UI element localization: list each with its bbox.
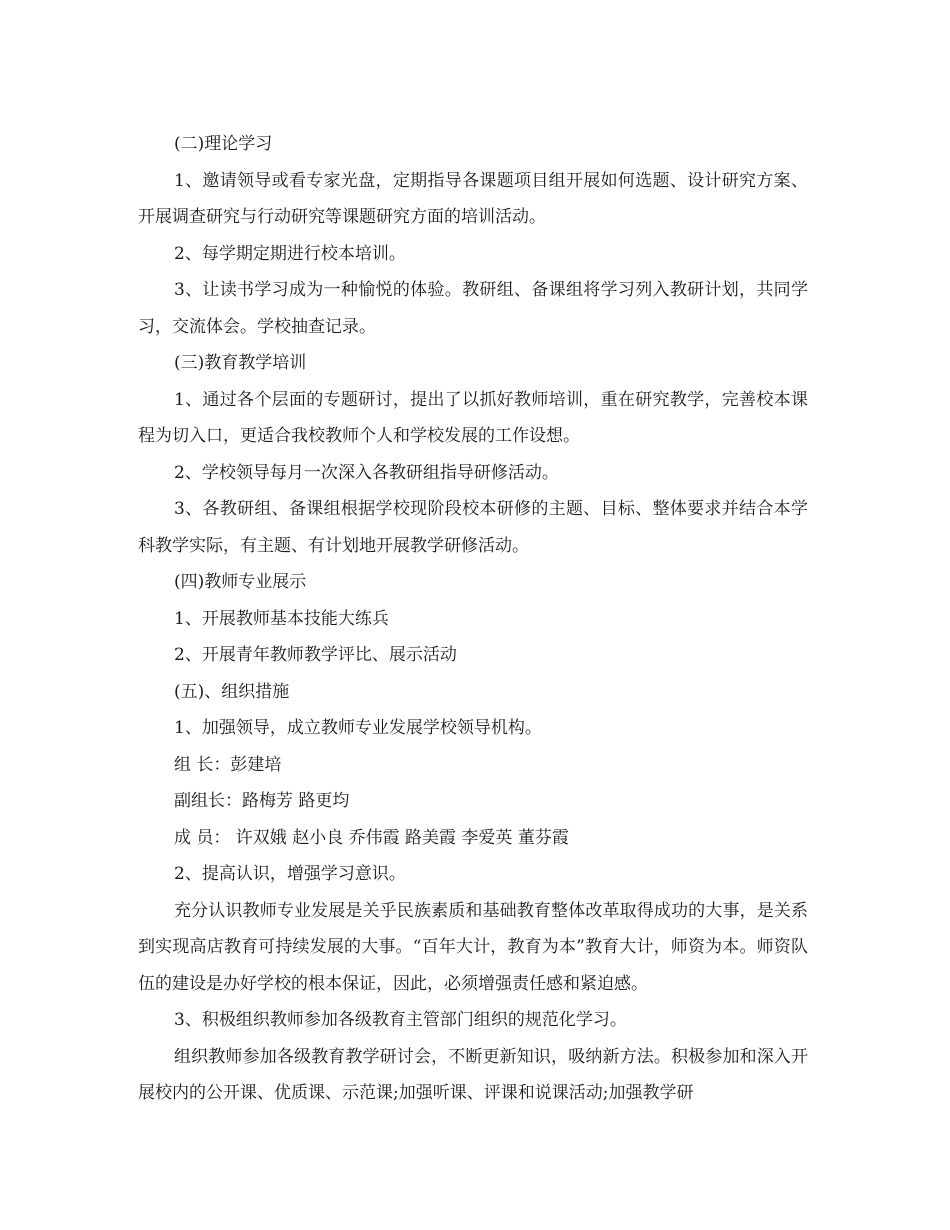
paragraph: 3、各教研组、备课组根据学校现阶段校本研修的主题、目标、整体要求并结合本学科教学实际，有主题、有计划地开展教学研修活动。 — [138, 499, 808, 556]
paragraph: 2、每学期定期进行校本培训。 — [174, 243, 406, 264]
paragraph: 充分认识教师专业发展是关乎民族素质和基础教育整体改革取得成功的大事，是关系到实现高店教育可持续发展的大事。“百年大计，教育为本”教育大计，师资为本。师资队伍的建设是办好学校的根本保证，因此，必须增强责任感和紧迫感。 — [138, 900, 808, 994]
section-heading-theory-study: (二)理论学习 — [174, 134, 273, 154]
paragraph: 1、邀请领导或看专家光盘，定期指导各课题项目组开展如何选题、设计研究方案、开展调查研究与行动研究等课题研究方面的培训活动。 — [138, 170, 808, 227]
paragraph: 3、积极组织教师参加各级教育主管部门组织的规范化学习。 — [174, 1010, 627, 1030]
paragraph: 2、开展青年教师教学评比、展示活动 — [174, 645, 457, 665]
paragraph: 2、提高认识，增强学习意识。 — [174, 864, 406, 884]
paragraph: 1、加强领导，成立教师专业发展学校领导机构。 — [174, 718, 542, 738]
paragraph: 2、学校领导每月一次深入各教研组指导研修活动。 — [174, 462, 559, 483]
paragraph: 3、让读书学习成为一种愉悦的体验。教研组、备课组将学习列入教研计划，共同学习，交流体会。学校抽查记录。 — [138, 280, 808, 337]
document-body — [138, 126, 808, 1112]
paragraph: 1、开展教师基本技能大练兵 — [174, 608, 389, 629]
deputy-leader-line: 副组长：路梅芳 路更均 — [174, 791, 350, 811]
section-heading-teacher-showcase: (四)教师专业展示 — [174, 572, 307, 592]
group-leader-line: 组 长：彭建培 — [174, 754, 282, 775]
paragraph: 1、通过各个层面的专题研讨，提出了以抓好教师培训，重在研究教学，完善校本课程为切入口，更适合我校教师个人和学校发展的工作设想。 — [138, 389, 808, 446]
section-heading-organization-measures: (五)、组织措施 — [174, 681, 290, 702]
paragraph: 组织教师参加各级教育教学研讨会，不断更新知识，吸纳新方法。积极参加和深入开展校内的公开课、优质课、示范课;加强听课、评课和说课活动;加强教学研 — [138, 1046, 808, 1103]
section-heading-teaching-training: (三)教育教学培训 — [174, 353, 307, 373]
members-line: 成 员： 许双娥 赵小良 乔伟霞 路美霞 李爱英 董芬霞 — [174, 827, 569, 848]
